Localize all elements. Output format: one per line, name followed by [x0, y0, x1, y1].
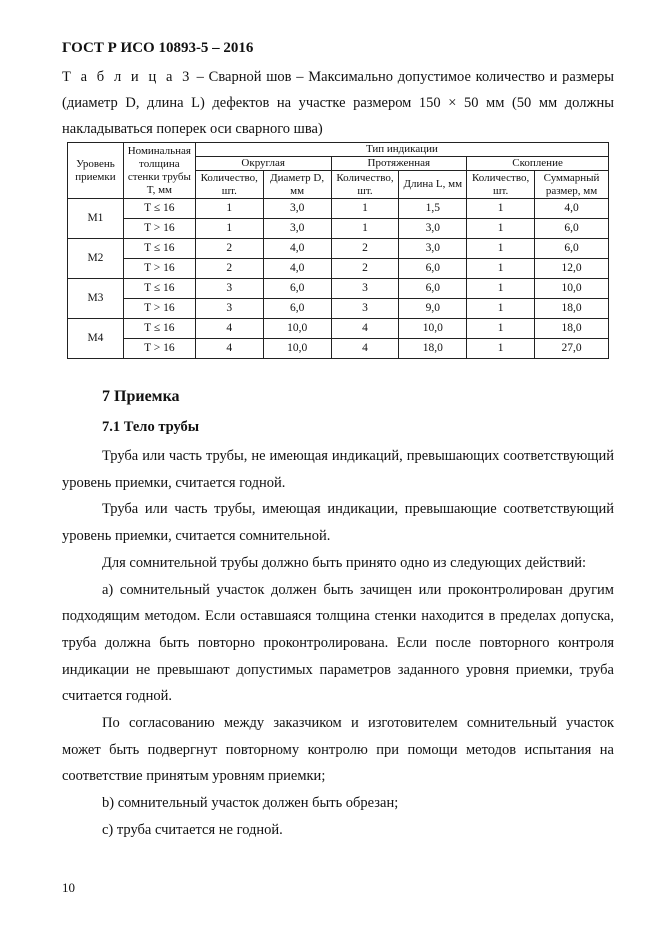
value-cell: 1	[467, 219, 535, 239]
table-row	[68, 339, 609, 359]
value-cell: 2	[195, 239, 263, 259]
group-header-extended: Протяженная	[331, 157, 467, 171]
subheader-extended-length: Длина L, мм	[399, 171, 467, 199]
subheader-extended-qty: Количество, шт.	[331, 171, 399, 199]
value-cell: 10,0	[263, 339, 331, 359]
value-cell: 12,0	[535, 259, 609, 279]
value-cell: 9,0	[399, 299, 467, 319]
level-cell: M3	[68, 279, 124, 319]
subheader-round-qty: Количество, шт.	[195, 171, 263, 199]
thickness-cell: T ≤ 16	[123, 319, 195, 339]
table-caption-prefix: Т а б л и ц а 3	[62, 69, 192, 85]
value-cell: 4	[331, 319, 399, 339]
thickness-cell: T ≤ 16	[123, 279, 195, 299]
level-cell: M4	[68, 319, 124, 359]
table-row	[68, 259, 609, 279]
value-cell: 3,0	[263, 219, 331, 239]
value-cell: 4,0	[263, 239, 331, 259]
value-cell: 1	[467, 239, 535, 259]
value-cell: 4,0	[263, 259, 331, 279]
thickness-cell: T > 16	[123, 219, 195, 239]
value-cell: 4	[195, 339, 263, 359]
defects-table	[67, 142, 609, 359]
value-cell: 6,0	[263, 299, 331, 319]
thickness-cell: T > 16	[123, 259, 195, 279]
value-cell: 18,0	[535, 299, 609, 319]
col-header-level: Уровень приемки	[68, 143, 124, 199]
body-text	[62, 443, 614, 844]
table-row	[68, 279, 609, 299]
value-cell: 6,0	[263, 279, 331, 299]
table-row	[68, 239, 609, 259]
value-cell: 4	[331, 339, 399, 359]
table-row	[68, 199, 609, 219]
value-cell: 1	[331, 219, 399, 239]
value-cell: 6,0	[399, 279, 467, 299]
value-cell: 1	[195, 199, 263, 219]
value-cell: 3	[195, 299, 263, 319]
paragraph: Для сомнительной трубы должно быть принято одно из следующих действий:	[102, 554, 587, 571]
subsection-title-pipe-body: 7.1 Тело трубы	[102, 419, 200, 435]
paragraph: c) труба считается не годной.	[102, 821, 283, 838]
value-cell: 2	[331, 239, 399, 259]
value-cell: 2	[195, 259, 263, 279]
value-cell: 3,0	[399, 239, 467, 259]
paragraph: a) сомнительный участок должен быть зачищен или проконтролирован другим подходящим методом. Если оставшаяся толщина стенки находится в пределах допуска, труба должна быть повторно проконтролирована. Если после повторного контроля индикации не превышают допустимых параметров заданного уровня приемки, труба считается годной.	[62, 581, 614, 705]
table-caption	[62, 64, 614, 142]
value-cell: 6,0	[399, 259, 467, 279]
value-cell: 1	[331, 199, 399, 219]
value-cell: 1	[467, 259, 535, 279]
value-cell: 10,0	[535, 279, 609, 299]
document-header: ГОСТ Р ИСО 10893-5 – 2016	[62, 40, 254, 56]
col-header-thickness: Номинальная толщина стенки трубы T, мм	[123, 143, 195, 199]
value-cell: 4	[195, 319, 263, 339]
level-cell: M1	[68, 199, 124, 239]
value-cell: 10,0	[263, 319, 331, 339]
value-cell: 1	[467, 299, 535, 319]
value-cell: 1	[467, 199, 535, 219]
table-row	[68, 219, 609, 239]
thickness-cell: T ≤ 16	[123, 239, 195, 259]
group-header-cluster: Скопление	[467, 157, 609, 171]
paragraph: b) сомнительный участок должен быть обрезан;	[102, 795, 399, 812]
value-cell: 1	[195, 219, 263, 239]
table-caption-text: – Сварной шов – Максимально допустимое количество и размеры (диаметр D, длина L) дефектов на участке размером 150 × 50 мм (50 мм должны накладываться поперек оси сварного шва)	[62, 69, 614, 137]
page-number: 10	[62, 880, 75, 895]
subheader-round-diameter: Диаметр D, мм	[263, 171, 331, 199]
thickness-cell: T ≤ 16	[123, 199, 195, 219]
paragraph: По согласованию между заказчиком и изготовителем сомнительный участок может быть подвергнут повторному контролю при помощи методов испытания на соответствие принятым уровням приемки;	[62, 715, 614, 785]
value-cell: 18,0	[535, 319, 609, 339]
subheader-cluster-size: Суммарный размер, мм	[535, 171, 609, 199]
value-cell: 18,0	[399, 339, 467, 359]
section-title-acceptance: 7 Приемка	[102, 388, 180, 405]
thickness-cell: T > 16	[123, 339, 195, 359]
value-cell: 10,0	[399, 319, 467, 339]
value-cell: 3	[195, 279, 263, 299]
value-cell: 3	[331, 299, 399, 319]
table-row	[68, 319, 609, 339]
value-cell: 3,0	[399, 219, 467, 239]
value-cell: 2	[331, 259, 399, 279]
value-cell: 1	[467, 279, 535, 299]
value-cell: 6,0	[535, 239, 609, 259]
value-cell: 3,0	[263, 199, 331, 219]
value-cell: 3	[331, 279, 399, 299]
value-cell: 6,0	[535, 219, 609, 239]
value-cell: 27,0	[535, 339, 609, 359]
group-header-round: Округлая	[195, 157, 331, 171]
thickness-cell: T > 16	[123, 299, 195, 319]
value-cell: 1,5	[399, 199, 467, 219]
value-cell: 1	[467, 339, 535, 359]
paragraph: Труба или часть трубы, имеющая индикации, превышающие соответствующий уровень приемки, считается сомнительной.	[62, 501, 614, 545]
value-cell: 1	[467, 319, 535, 339]
paragraph: Труба или часть трубы, не имеющая индикаций, превышающих соответствующий уровень приемки, считается годной.	[62, 448, 614, 491]
col-header-indication-type: Тип индикации	[195, 143, 608, 157]
level-cell: M2	[68, 239, 124, 279]
value-cell: 4,0	[535, 199, 609, 219]
subheader-cluster-qty: Количество, шт.	[467, 171, 535, 199]
table-row	[68, 299, 609, 319]
